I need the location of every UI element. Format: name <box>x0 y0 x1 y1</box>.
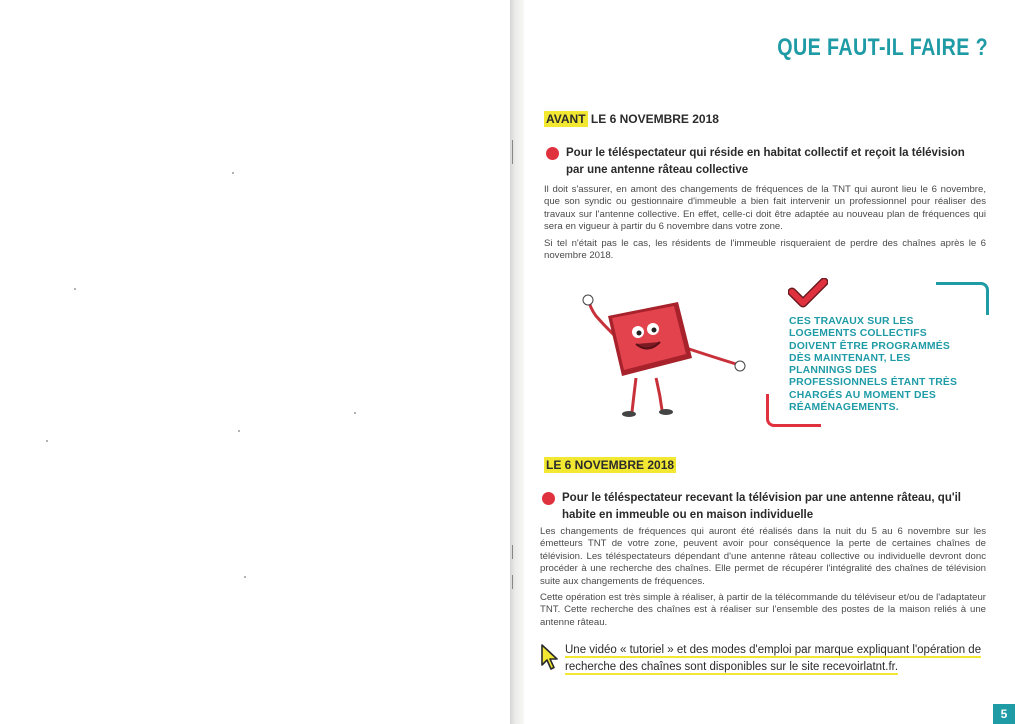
scan-speck <box>74 288 76 290</box>
scan-speck <box>238 430 240 432</box>
book-spine <box>510 0 524 724</box>
tutorial-link[interactable]: Une vidéo « tutoriel » et des modes d'emploi par marque expliquant l'opération de recherche des chaînes sont disponibles sur le site recevoirlatnt.fr. <box>565 644 982 673</box>
scan-edge-mark <box>512 575 513 589</box>
section2-paragraph: Cette opération est très simple à réaliser, à partir de la télécommande du téléviseur et/ou de l'adaptateur TNT. Cette recherche des chaînes est à réaliser sur l'ensemble des postes de la maison reliés à une antenne râteau. <box>540 592 986 628</box>
mascot-left-glove <box>583 295 593 305</box>
section-heading-avant <box>544 112 719 126</box>
section2-body <box>540 526 986 629</box>
section1-paragraph: Si tel n'était pas le cas, les résidents de l'immeuble risqueraient de perdre des chaînes après le 6 novembre 2018. <box>544 237 986 262</box>
checkmark-icon <box>788 278 828 308</box>
mascot-right-leg <box>656 378 662 410</box>
scan-edge-mark <box>512 545 513 559</box>
page-title: QUE FAUT-IL FAIRE ? <box>777 34 988 61</box>
heading-rest: LE 6 NOVEMBRE 2018 <box>587 112 719 126</box>
red-bullet-icon <box>546 147 559 160</box>
mascot-left-pupil <box>637 331 642 336</box>
tutorial-link-text[interactable] <box>565 642 985 676</box>
section-heading-6-novembre <box>544 458 676 472</box>
scan-speck <box>232 172 234 174</box>
mascot-right-shoe <box>659 409 673 415</box>
section2-subheading: Pour le téléspectateur recevant la télévision par une antenne râteau, qu'il habite en immeuble ou en maison individuelle <box>562 492 961 521</box>
mascot-right-glove <box>735 361 745 371</box>
section1-paragraph: Il doit s'assurer, en amont des changements de fréquences de la TNT qui auront lieu le 6 novembre, que son syndic ou gestionnaire d'immeuble a bien fait intervenir un professionnel pour réaliser des travaux sur l'antenne collective. En effet, celle-ci doit être adaptée au nouveau plan de fréquences qui sera en vigueur à partir du 6 novembre dans votre zone. <box>544 184 986 233</box>
tv-mascot-illustration <box>560 290 760 420</box>
scan-speck <box>354 412 356 414</box>
scan-speck <box>46 440 48 442</box>
scan-speck <box>244 576 246 578</box>
section1-subheading: Pour le téléspectateur qui réside en habitat collectif et reçoit la télévision par une antenne râteau collective <box>566 147 965 176</box>
heading-highlight: AVANT <box>546 112 586 126</box>
cursor-arrow-icon <box>540 643 560 671</box>
callout-text: CES TRAVAUX SUR LES LOGEMENTS COLLECTIFS DOIVENT ÊTRE PROGRAMMÉS DÈS MAINTENANT, LES PLANNINGS DES PROFESSIONNELS ÉTANT TRÈS CHARGÉS AU MOMENT DES RÉAMÉNAGEMENTS. <box>789 316 958 414</box>
callout-bracket-top <box>936 282 989 315</box>
left-page-blank <box>0 0 510 724</box>
mascot-right-pupil <box>652 328 657 333</box>
red-bullet-icon <box>542 492 555 505</box>
section2-paragraph: Les changements de fréquences qui auront été réalisés dans la nuit du 5 au 6 novembre sur les émetteurs TNT de votre zone, peuvent avoir pour conséquence la perte de certaines chaînes de télévision. Les téléspectateurs dépendant d'une antenne râteau collective ou individuelle devront donc procéder à une recherche des chaînes. Elle permet de récupérer l'intégralité des chaînes de télévision suite aux changements de fréquences. <box>540 526 986 587</box>
callout-bracket-bottom <box>766 394 821 427</box>
page-number: 5 <box>993 704 1015 724</box>
section1-body <box>544 184 986 262</box>
mascot-left-shoe <box>622 411 636 417</box>
heading-highlight: LE 6 NOVEMBRE 2018 <box>546 458 675 472</box>
scan-edge-mark <box>512 140 513 164</box>
mascot-left-leg <box>632 378 636 412</box>
